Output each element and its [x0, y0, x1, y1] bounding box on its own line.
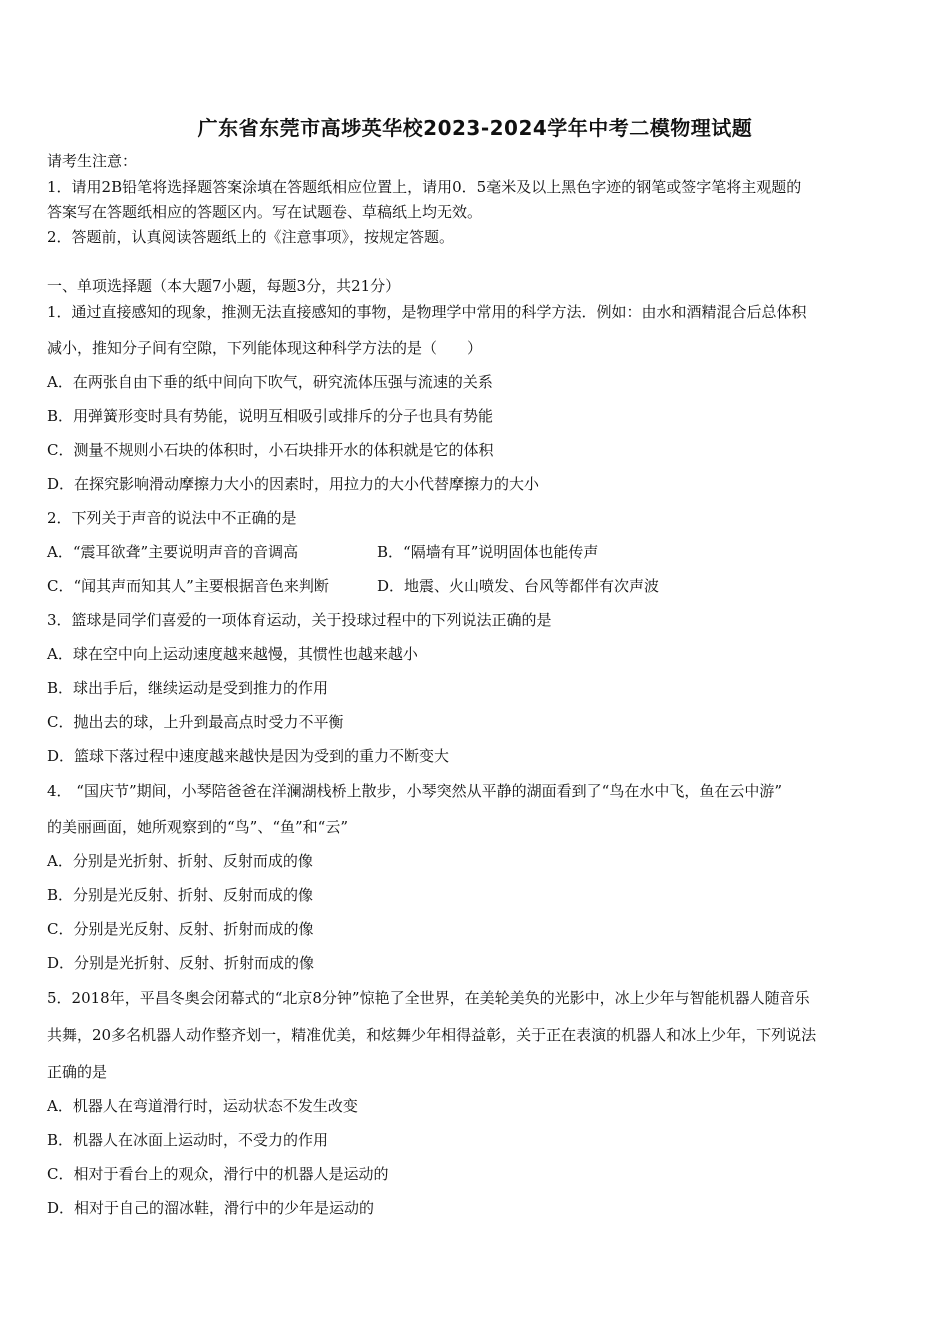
q5-stem-line-2: 共舞，20多名机器人动作整齐划一，精准优美，和炫舞少年相得益彰，关于正在表演的机器人和冰上少年，下列说法 — [47, 1026, 817, 1044]
q5-option-c: C．相对于看台上的观众，滑行中的机器人是运动的 — [47, 1165, 389, 1183]
notice-item-2: 2．答题前，认真阅读答题纸上的《注意事项》，按规定答题。 — [47, 228, 455, 246]
q1-option-a: A．在两张自由下垂的纸中间向下吹气，研究流体压强与流速的关系 — [47, 373, 493, 391]
q4-stem-line-2: 的美丽画面，她所观察到的“鸟”、“鱼”和“云” — [47, 818, 349, 836]
q3-stem: 3．篮球是同学们喜爱的一项体育运动，关于投球过程中的下列说法正确的是 — [47, 611, 552, 629]
q5-option-d: D．相对于自己的溜冰鞋，滑行中的少年是运动的 — [47, 1199, 375, 1217]
q4-option-b: B．分别是光反射、折射、反射而成的像 — [47, 886, 314, 904]
q4-option-d: D．分别是光折射、反射、折射而成的像 — [47, 954, 315, 972]
section-1-heading: 一、单项选择题（本大题7小题，每题3分，共21分） — [47, 277, 401, 295]
q4-stem-line-1: 4． “国庆节”期间，小琴陪爸爸在洋澜湖栈桥上散步，小琴突然从平静的湖面看到了“鸟在水中飞，鱼在云中游” — [47, 782, 782, 800]
notice-item-1-line-2: 答案写在答题纸相应的答题区内。写在试题卷、草稿纸上均无效。 — [47, 203, 483, 221]
q1-option-d: D．在探究影响滑动摩擦力大小的因素时，用拉力的大小代替摩擦力的大小 — [47, 475, 540, 493]
q3-option-c: C．抛出去的球，上升到最高点时受力不平衡 — [47, 713, 344, 731]
q5-stem-line-1: 5．2018年，平昌冬奥会闭幕式的“北京8分钟”惊艳了全世界，在美轮美奂的光影中，冰上少年与智能机器人随音乐 — [47, 989, 810, 1007]
q2-option-b: B．“隔墙有耳”说明固体也能传声 — [377, 543, 599, 561]
q5-stem-line-3: 正确的是 — [47, 1063, 108, 1081]
q2-option-a: A．“震耳欲聋”主要说明声音的音调高 — [47, 543, 299, 561]
q1-stem-line-2: 减小，推知分子间有空隙，下列能体现这种科学方法的是（ ） — [47, 339, 483, 357]
q2-option-d: D．地震、火山喷发、台风等都伴有次声波 — [377, 577, 660, 595]
q1-stem-line-1: 1．通过直接感知的现象，推测无法直接感知的事物，是物理学中常用的科学方法．例如：由水和酒精混合后总体积 — [47, 303, 807, 321]
q4-option-c: C．分别是光反射、反射、折射而成的像 — [47, 920, 314, 938]
q2-stem: 2．下列关于声音的说法中不正确的是 — [47, 509, 297, 527]
q1-option-c: C．测量不规则小石块的体积时，小石块排开水的体积就是它的体积 — [47, 441, 494, 459]
q1-option-b: B．用弹簧形变时具有势能，说明互相吸引或排斥的分子也具有势能 — [47, 407, 494, 425]
q3-option-a: A．球在空中向上运动速度越来越慢，其惯性也越来越小 — [47, 645, 418, 663]
q4-option-a: A．分别是光折射、折射、反射而成的像 — [47, 852, 313, 870]
q3-option-b: B．球出手后，继续运动是受到推力的作用 — [47, 679, 329, 697]
page-title: 广东省东莞市高埗英华校2023-2024学年中考二模物理试题 — [197, 116, 753, 140]
q2-option-c: C．“闻其声而知其人”主要根据音色来判断 — [47, 577, 329, 595]
notice-item-1-line-1: 1．请用2B铅笔将选择题答案涂填在答题纸相应位置上，请用0．5毫米及以上黑色字迹的钢笔或签字笔将主观题的 — [47, 178, 802, 196]
q3-option-d: D．篮球下落过程中速度越来越快是因为受到的重力不断变大 — [47, 747, 450, 765]
q5-option-a: A．机器人在弯道滑行时，运动状态不发生改变 — [47, 1097, 358, 1115]
q5-option-b: B．机器人在冰面上运动时，不受力的作用 — [47, 1131, 329, 1149]
notice-heading: 请考生注意： — [47, 152, 138, 170]
